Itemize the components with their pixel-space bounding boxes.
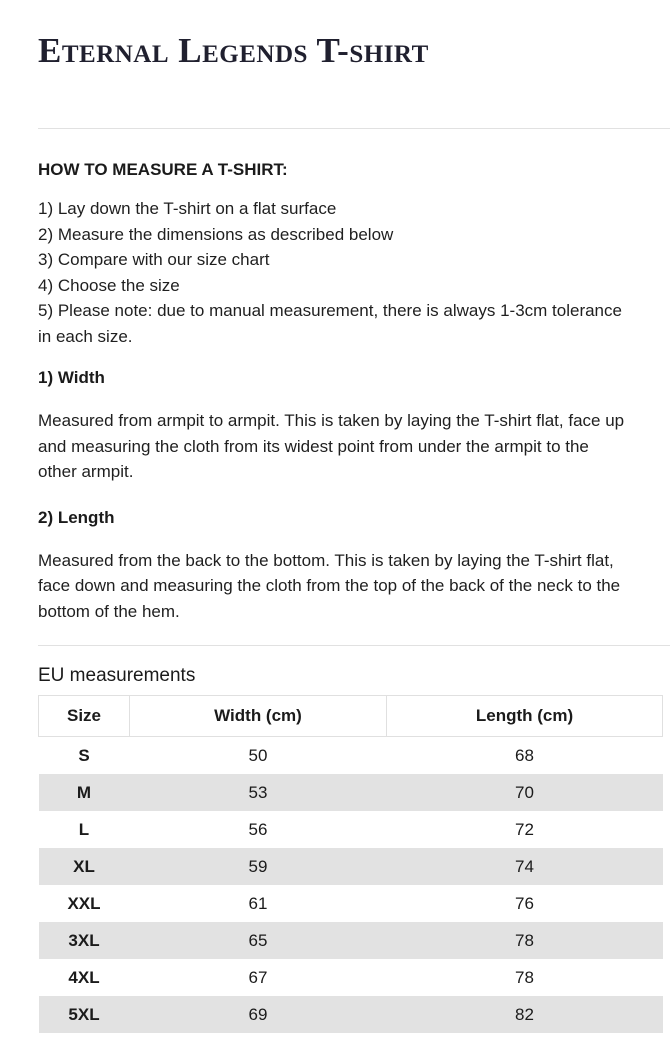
length-cell: 78	[515, 931, 534, 950]
measure-step: 5) Please note: due to manual measurement, there is always 1-3cm tolerance in each size.	[38, 301, 622, 346]
length-cell: 82	[515, 1005, 534, 1024]
measure-step: 3) Compare with our size chart	[38, 250, 270, 269]
divider	[38, 645, 670, 646]
size-chart-table	[38, 695, 663, 1033]
column-header-length: Length (cm)	[387, 696, 663, 737]
length-cell: 76	[515, 894, 534, 913]
length-cell: 74	[515, 857, 534, 876]
column-header-size: Size	[39, 696, 130, 737]
measure-step: 4) Choose the size	[38, 275, 180, 295]
measure-step: 1) Lay down the T-shirt on a flat surface	[38, 199, 337, 218]
page-title: Eternal Legends T-shirt	[38, 31, 429, 70]
table-row	[39, 922, 663, 959]
width-cell: 61	[248, 894, 268, 913]
table-row	[39, 774, 663, 811]
size-cell: 5XL	[68, 1005, 100, 1024]
width-cell: 65	[248, 931, 268, 950]
table-row	[39, 848, 663, 885]
table-row	[39, 996, 663, 1033]
table-row	[39, 959, 663, 996]
length-cell: 78	[515, 968, 534, 987]
length-cell: 68	[515, 746, 534, 765]
width-cell: 69	[248, 1005, 268, 1024]
width-section-body: Measured from armpit to armpit. This is taken by laying the T-shirt flat, face up and measuring the cloth from its widest point from under the armpit to the other armpit.	[38, 411, 625, 481]
size-cell: M	[76, 783, 92, 802]
size-cell: L	[78, 820, 90, 839]
width-cell: 50	[248, 746, 268, 765]
length-cell: 72	[515, 820, 534, 839]
width-cell: 56	[248, 820, 268, 839]
how-to-measure-heading: HOW TO MEASURE A T-SHIRT:	[38, 160, 288, 179]
length-section-body: Measured from the back to the bottom. This is taken by laying the T-shirt flat, face down and measuring the cloth from the top of the back of the neck to the bottom of the hem.	[38, 550, 621, 621]
length-section-heading: 2) Length	[38, 507, 115, 527]
length-cell: 70	[515, 783, 534, 802]
table-row	[39, 737, 663, 775]
width-cell: 53	[248, 783, 268, 802]
width-cell: 59	[248, 857, 268, 876]
measure-steps-list	[38, 196, 632, 349]
table-row	[39, 811, 663, 848]
size-chart-heading: EU measurements	[38, 665, 196, 686]
size-cell: S	[78, 746, 90, 765]
size-cell: XL	[73, 857, 95, 876]
divider	[38, 128, 670, 129]
size-cell: 4XL	[68, 968, 100, 987]
size-cell: XXL	[67, 894, 101, 913]
column-header-width: Width (cm)	[130, 696, 387, 737]
width-cell: 67	[248, 968, 268, 987]
table-header-row	[39, 696, 663, 737]
size-cell: 3XL	[68, 931, 100, 950]
width-section-heading: 1) Width	[38, 368, 105, 387]
table-row	[39, 885, 663, 922]
measure-step: 2) Measure the dimensions as described below	[38, 224, 394, 244]
